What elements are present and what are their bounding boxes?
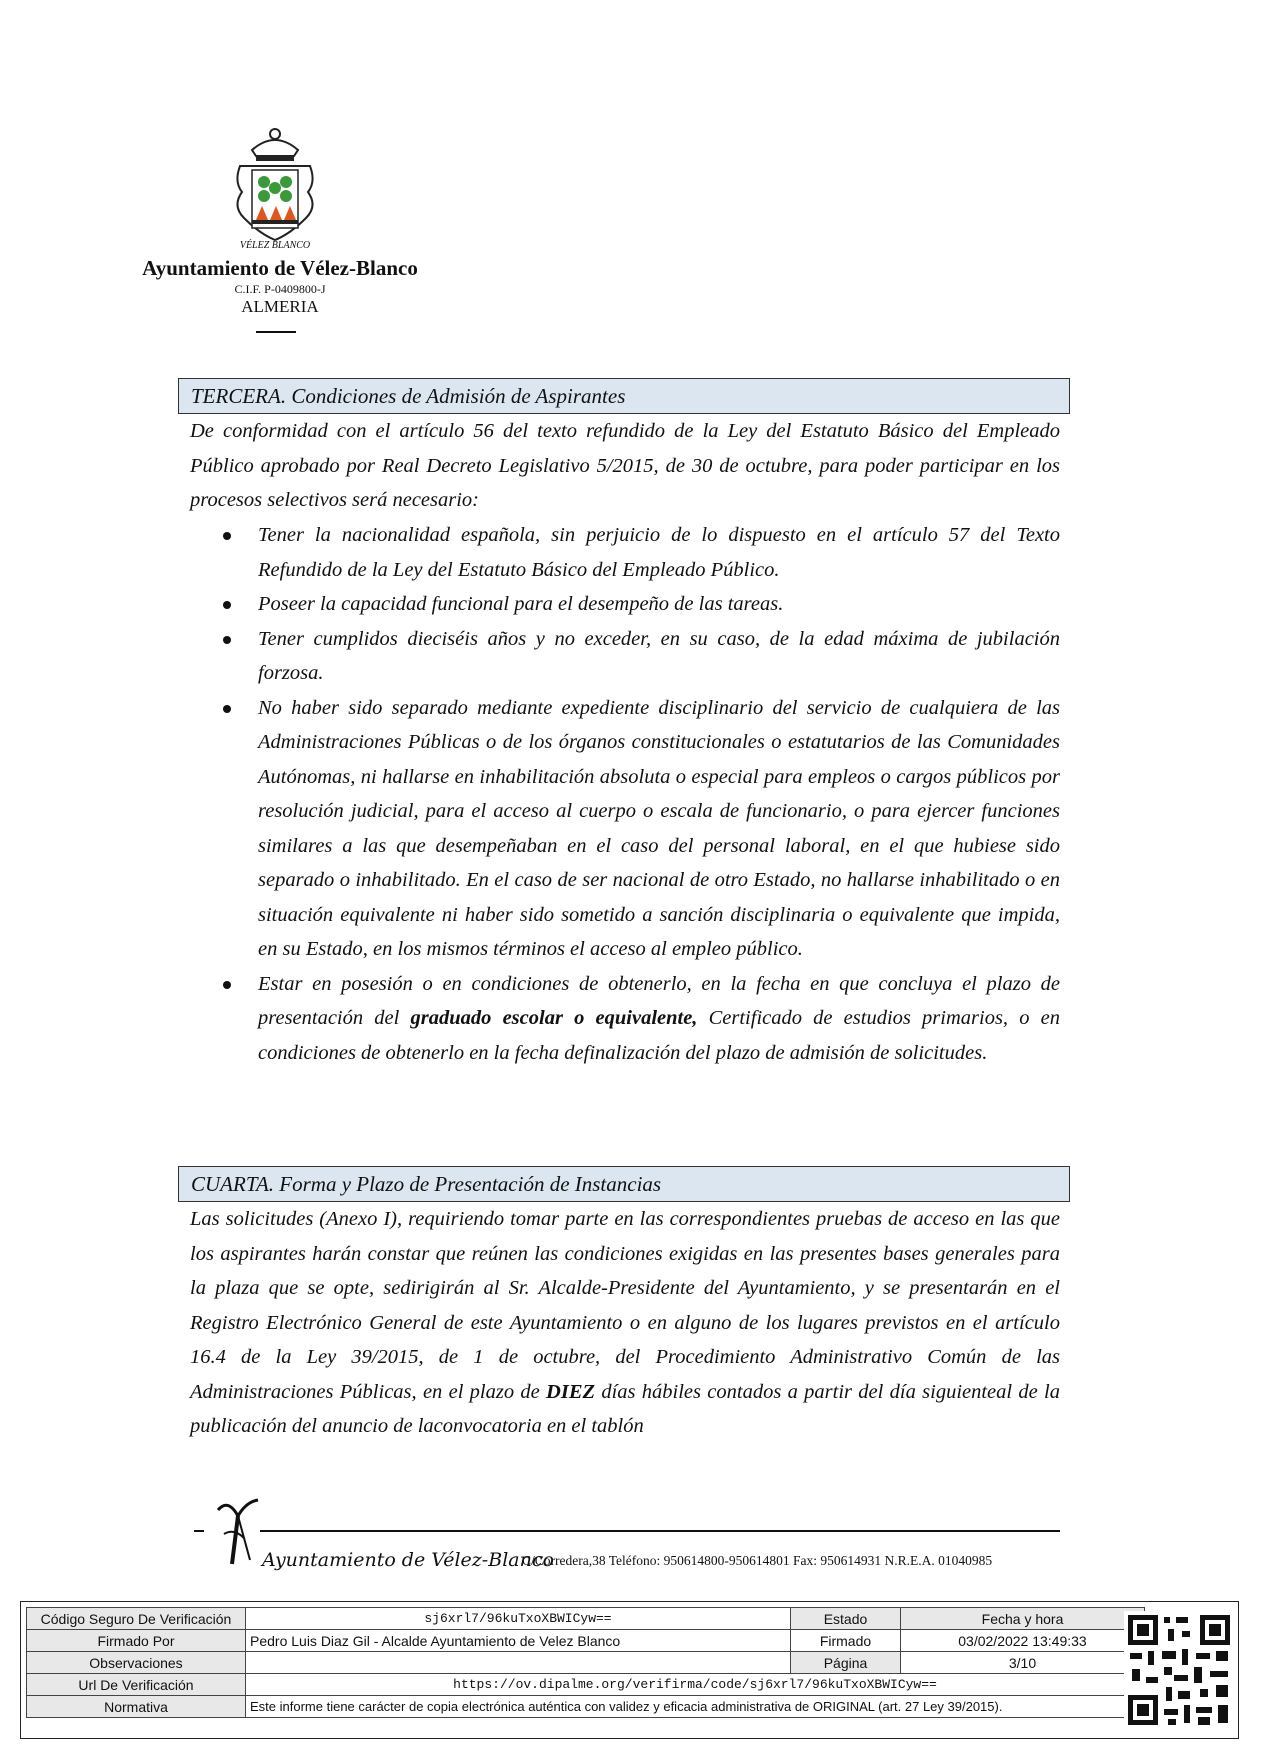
section-heading-cuarta: CUARTA. Forma y Plazo de Presentación de Instancias (178, 1166, 1070, 1202)
pagina-value: 3/10 (901, 1652, 1145, 1674)
footer-emblem-icon (210, 1494, 270, 1570)
list-item-text: Tener cumplidos dieciséis años y no exceder, en su caso, de la edad máxima de jubilación forzosa. (258, 627, 1060, 684)
org-name: Ayuntamiento de Vélez-Blanco (142, 256, 418, 280)
requirements-list (190, 518, 1060, 1070)
section-heading-tercera: TERCERA. Condiciones de Admisión de Aspirantes (178, 378, 1070, 414)
list-item (190, 622, 1060, 691)
list-item-text: Estar en posesión o en condiciones de obtenerlo, en la fecha en que concluya el plazo de presentación del (258, 972, 1060, 1029)
observaciones-label: Observaciones (27, 1652, 246, 1674)
csv-value: sj6xrl7/96kuTxoXBWICyw== (246, 1608, 791, 1630)
section-cuarta-text (190, 1202, 1060, 1444)
footer-dash (194, 1530, 204, 1532)
table-row (27, 1652, 1145, 1674)
crest-caption: VÉLEZ BLANCO (239, 240, 311, 251)
url-value[interactable]: https://ov.dipalme.org/verifirma/code/sj6xrl7/96kuTxoXBWICyw== (246, 1674, 1145, 1696)
footer-divider (260, 1530, 1060, 1532)
signature-table (26, 1607, 1145, 1718)
table-row (27, 1608, 1145, 1630)
normativa-value: Este informe tiene carácter de copia electrónica auténtica con validez y eficacia administrativa de ORIGINAL (art. 27 Ley 39/2015). (246, 1696, 1145, 1718)
table-row (27, 1696, 1145, 1718)
fecha-label: Fecha y hora (901, 1608, 1145, 1630)
bullet-icon (223, 705, 231, 713)
firmado-label: Firmado Por (27, 1630, 246, 1652)
bullet-icon (223, 981, 231, 989)
estado-label: Estado (791, 1608, 901, 1630)
list-item-text: No haber sido separado mediante expediente disciplinario del servicio de cualquiera de las Administraciones Públicas o de los órganos constitucionales o estatutarios de las Comunidades Autónomas, ni hallarse en inhabilitación absoluta o especial para empleos o cargos públicos por resolución judicial, para el acceso al cuerpo o escala de funcionario, o para ejercer funciones similares a las que desempeñaban en el caso del personal laboral, en el que hubiese sido separado o inhabilitado. En el caso de ser nacional de otro Estado, no hallarse inhabilitado o en situación equivalente ni haber sido sometido a sanción disciplinaria o equivalente que impida, en su Estado, en los mismos términos el acceso al empleo público. (258, 696, 1060, 960)
bullet-icon (223, 601, 231, 609)
footer-contact: C/Corredera,38 Teléfono: 950614800-950614801 Fax: 950614931 N.R.E.A. 01040985 (522, 1553, 993, 1568)
estado-value: Firmado (791, 1630, 901, 1652)
section-tercera-intro: De conformidad con el artículo 56 del texto refundido de la Ley del Estatuto Básico del Empleado Público aprobado por Real Decreto Legislativo 5/2015, de 30 de octubre, para poder participar en los procesos selectivos será necesario: (190, 420, 1060, 511)
municipal-crest-icon (230, 122, 320, 252)
list-item-text: Certificado de estudios primarios, o en condiciones de obtenerlo en la fecha definalización del plazo de admisión de solicitudes. (258, 1007, 1060, 1064)
footer-org-name: Ayuntamiento de Vélez-Blanco (262, 1549, 554, 1571)
bullet-icon (223, 532, 231, 540)
paragraph-text: días hábiles contados a partir del día siguienteal de la publicación del anuncio de laconvocatoria en el tablón (190, 1380, 1060, 1437)
paragraph-emphasis: DIEZ (546, 1380, 596, 1403)
list-item (190, 691, 1060, 967)
fecha-value: 03/02/2022 13:49:33 (901, 1630, 1145, 1652)
list-item-text: Tener la nacionalidad española, sin perjuicio de lo dispuesto en el artículo 57 del Texto Refundido de la Ley del Estatuto Básico del Empleado Público. (258, 524, 1060, 581)
org-province: ALMERIA (241, 297, 319, 316)
pagina-label: Página (791, 1652, 901, 1674)
table-row (27, 1674, 1145, 1696)
csv-label: Código Seguro De Verificación (27, 1608, 246, 1630)
url-label: Url De Verificación (27, 1674, 246, 1696)
list-item (190, 967, 1060, 1071)
firmado-value: Pedro Luis Diaz Gil - Alcalde Ayuntamiento de Velez Blanco (246, 1630, 791, 1652)
qr-code-icon (1124, 1611, 1234, 1729)
list-item-text: Poseer la capacidad funcional para el desempeño de las tareas. (258, 593, 784, 615)
header-divider (256, 331, 296, 333)
list-item-emphasis: graduado escolar o equivalente, (410, 1007, 698, 1029)
list-item (190, 587, 1060, 622)
table-row (27, 1630, 1145, 1652)
org-cif: C.I.F. P-0409800-J (234, 282, 326, 296)
list-item (190, 518, 1060, 587)
observaciones-value (246, 1652, 791, 1674)
bullet-icon (223, 636, 231, 644)
paragraph-text: Las solicitudes (Anexo I), requiriendo tomar parte en las correspondientes pruebas de acceso en las que los aspirantes harán constar que reúnen las condiciones exigidas en las presentes bases generales para la plaza que se opte, sedirigirán al Sr. Alcalde-Presidente del Ayuntamiento, y se presentarán en el Registro Electrónico General de este Ayuntamiento o en alguno de los lugares previstos en el artículo 16.4 de la Ley 39/2015, de 1 de octubre, del Procedimiento Administrativo Común de las Administraciones Públicas, en el plazo de (190, 1208, 1060, 1403)
normativa-label: Normativa (27, 1696, 246, 1718)
